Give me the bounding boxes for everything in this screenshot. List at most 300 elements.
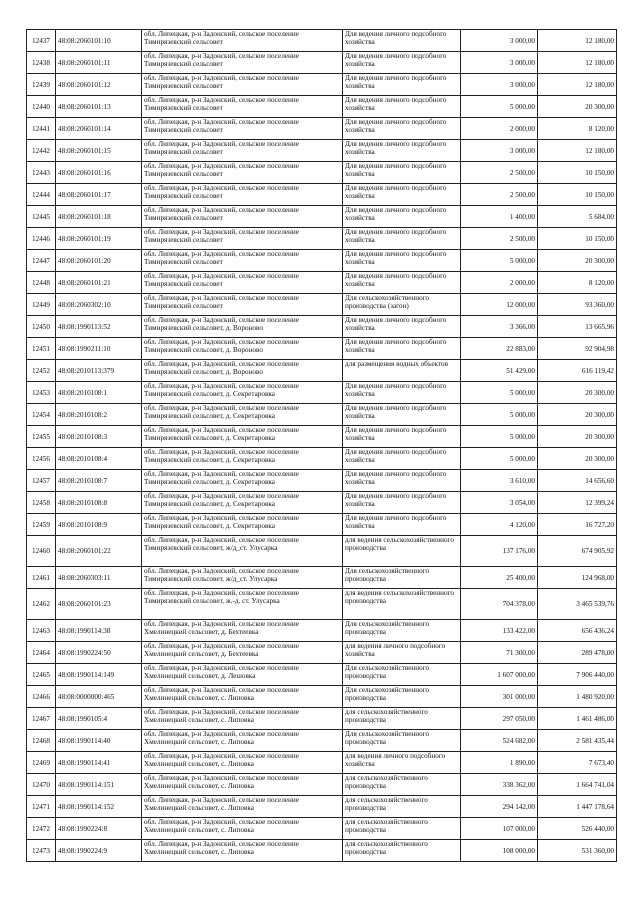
cadastral-number-cell	[56, 382, 142, 404]
table-row	[27, 620, 617, 642]
parcel-area-cell	[461, 184, 538, 206]
permitted-use: Для ведения личного подсобного хозяйства	[345, 74, 447, 90]
cadastral-value-cell	[538, 404, 617, 426]
row-number: 12437	[32, 36, 50, 45]
parcel-address-cell	[142, 162, 343, 184]
permitted-use: для сельскохозяйственного производства	[345, 840, 428, 856]
cadastral-number: 48:08:2060101:23	[58, 600, 111, 608]
parcel-area: 51 429,00	[506, 366, 535, 375]
parcel-address-cell	[142, 206, 343, 228]
cadastral-value-cell	[538, 294, 617, 316]
cadastral-number-cell	[56, 686, 142, 708]
permitted-use-cell	[343, 250, 461, 272]
cadastral-number: 48:08:2060302:10	[58, 300, 111, 309]
permitted-use: Для сельскохозяйственного производства	[345, 620, 430, 636]
table-row	[27, 184, 617, 206]
cadastral-value: 531 360,00	[581, 846, 614, 855]
table-row	[27, 492, 617, 514]
permitted-use: Для ведения личного подсобного хозяйства	[345, 316, 447, 332]
parcel-address-cell	[142, 382, 343, 404]
table-row	[27, 338, 617, 360]
row-number-cell	[27, 567, 56, 589]
permitted-use-cell	[343, 140, 461, 162]
parcel-address-cell	[142, 96, 343, 118]
row-number-cell	[27, 818, 56, 840]
parcel-area: 25 400,00	[506, 573, 535, 582]
cadastral-value-cell	[538, 730, 617, 752]
cadastral-number-cell	[56, 250, 142, 272]
cadastral-value-cell	[538, 426, 617, 448]
row-number-cell	[27, 52, 56, 74]
row-number-cell	[27, 752, 56, 774]
cadastral-number-cell	[56, 228, 142, 250]
table-row	[27, 840, 617, 862]
parcel-area: 133 422,00	[502, 626, 535, 635]
parcel-area-cell	[461, 338, 538, 360]
parcel-address-cell	[142, 30, 343, 52]
permitted-use: для сельскохозяйственного производства	[345, 796, 428, 812]
cadastral-number-cell	[56, 206, 142, 228]
cadastral-value-cell	[538, 52, 617, 74]
cadastral-number-cell	[56, 730, 142, 752]
permitted-use-cell	[343, 752, 461, 774]
row-number: 12450	[32, 322, 50, 331]
cadastral-value-cell	[538, 184, 617, 206]
row-number: 12459	[32, 520, 50, 529]
permitted-use-cell	[343, 30, 461, 52]
cadastral-value: 7 673,40	[588, 758, 614, 767]
permitted-use-cell	[343, 567, 461, 589]
parcel-address: обл. Липецкая, р-н Задонский, сельское поселение Тимирязевский сельсовет	[144, 74, 299, 90]
row-number-cell	[27, 492, 56, 514]
parcel-address-cell	[142, 118, 343, 140]
cadastral-number-cell	[56, 316, 142, 338]
row-number-cell	[27, 589, 56, 620]
cadastral-value-cell	[538, 118, 617, 140]
row-number-cell	[27, 536, 56, 567]
row-number-cell	[27, 642, 56, 664]
cadastral-number: 48:08:2060303:11	[58, 573, 111, 582]
cadastral-value: 93 360,00	[585, 300, 614, 309]
parcel-address: обл. Липецкая, р-н Задонский, сельское поселение Тимирязевский сельсовет, ж.-д. ст. Улусарка	[144, 589, 299, 605]
cadastral-number-cell	[56, 338, 142, 360]
row-number-cell	[27, 74, 56, 96]
parcel-address-cell	[142, 642, 343, 664]
row-number-cell	[27, 426, 56, 448]
parcel-address-cell	[142, 316, 343, 338]
cadastral-value: 20 300,00	[585, 454, 614, 463]
parcel-area-cell	[461, 642, 538, 664]
parcel-address-cell	[142, 492, 343, 514]
permitted-use: Для ведения личного подсобного хозяйства	[345, 382, 447, 398]
parcel-area: 3 610,00	[509, 476, 535, 485]
permitted-use: Для сельскохозяйственного производства	[345, 730, 430, 746]
parcel-area-cell	[461, 620, 538, 642]
cadastral-value: 92 904,98	[585, 344, 614, 353]
row-number: 12462	[32, 600, 50, 608]
parcel-area-cell	[461, 294, 538, 316]
parcel-address-cell	[142, 404, 343, 426]
permitted-use-cell	[343, 492, 461, 514]
permitted-use: для сельскохозяйственного производства	[345, 774, 428, 790]
cadastral-value: 10 150,00	[585, 190, 614, 199]
permitted-use: Для ведения личного подсобного хозяйства	[345, 118, 447, 134]
row-number: 12470	[32, 780, 50, 789]
parcel-area: 3 054,00	[509, 498, 535, 507]
table-row	[27, 730, 617, 752]
row-number: 12460	[32, 547, 50, 555]
table-row	[27, 250, 617, 272]
parcel-area-cell	[461, 52, 538, 74]
cadastral-number: 48:08:1990114:149	[58, 670, 115, 679]
row-number-cell	[27, 664, 56, 686]
cadastral-number: 48:08:2060101:14	[58, 124, 111, 133]
row-number: 12461	[32, 573, 50, 582]
cadastral-number: 48:08:2060101:22	[58, 547, 111, 555]
cadastral-value-cell	[538, 774, 617, 796]
cadastral-number: 48:08:1990224:50	[58, 648, 111, 657]
parcel-address: обл. Липецкая, р-н Задонский, сельское поселение Тимирязевский сельсовет	[144, 162, 299, 178]
parcel-area-cell	[461, 74, 538, 96]
cadastral-value: 12 180,00	[585, 36, 614, 45]
parcel-address-cell	[142, 620, 343, 642]
table-row	[27, 30, 617, 52]
cadastral-number: 48:08:1990224:8	[58, 824, 108, 833]
parcel-area-cell	[461, 360, 538, 382]
parcel-area-cell	[461, 96, 538, 118]
cadastral-value: 674 905,92	[581, 547, 614, 555]
row-number-cell	[27, 620, 56, 642]
permitted-use-cell	[343, 774, 461, 796]
cadastral-number-cell	[56, 52, 142, 74]
permitted-use: для сельскохозяйственного производства	[345, 708, 428, 724]
table-row	[27, 686, 617, 708]
permitted-use-cell	[343, 316, 461, 338]
row-number: 12463	[32, 626, 50, 635]
cadastral-number-cell	[56, 140, 142, 162]
permitted-use: для ведения личного подсобного хозяйства	[345, 752, 446, 768]
cadastral-value-cell	[538, 567, 617, 589]
parcel-area: 1 890,00	[509, 758, 535, 767]
row-number: 12441	[32, 124, 50, 133]
cadastral-number: 48:08:2060101:10	[58, 36, 111, 45]
cadastral-value-cell	[538, 589, 617, 620]
row-number: 12438	[32, 58, 50, 67]
permitted-use-cell	[343, 272, 461, 294]
parcel-area: 704 378,00	[502, 600, 535, 608]
permitted-use-cell	[343, 360, 461, 382]
permitted-use-cell	[343, 514, 461, 536]
row-number-cell	[27, 294, 56, 316]
cadastral-number-cell	[56, 294, 142, 316]
parcel-address-cell	[142, 250, 343, 272]
table-row	[27, 567, 617, 589]
permitted-use: Для ведения личного подсобного хозяйства	[345, 52, 447, 68]
row-number: 12464	[32, 648, 50, 657]
cadastral-value: 7 906 440,00	[576, 670, 614, 679]
cadastral-number-cell	[56, 426, 142, 448]
cadastral-value: 2 581 435,44	[576, 736, 614, 745]
table-row	[27, 664, 617, 686]
permitted-use-cell	[343, 642, 461, 664]
cadastral-value: 10 150,00	[585, 234, 614, 243]
cadastral-number: 48:08:2010113:379	[58, 366, 115, 375]
cadastral-number-cell	[56, 118, 142, 140]
parcel-address: обл. Липецкая, р-н Задонский, сельское поселение Хмелинецкий сельсовет, с. Липовка	[144, 686, 299, 702]
row-number-cell	[27, 140, 56, 162]
parcel-address-cell	[142, 426, 343, 448]
row-number-cell	[27, 708, 56, 730]
cadastral-value-cell	[538, 620, 617, 642]
parcel-area: 2 500,00	[509, 168, 535, 177]
permitted-use-cell	[343, 294, 461, 316]
cadastral-number: 48:08:2060101:18	[58, 212, 111, 221]
parcel-area: 297 050,00	[502, 714, 535, 723]
permitted-use-cell	[343, 96, 461, 118]
cadastral-value: 5 684,00	[588, 212, 614, 221]
cadastral-number: 48:08:1990114:152	[58, 802, 115, 811]
table-row	[27, 162, 617, 184]
permitted-use-cell	[343, 730, 461, 752]
parcel-address-cell	[142, 664, 343, 686]
cadastral-number: 48:08:2060101:13	[58, 102, 111, 111]
parcel-area-cell	[461, 206, 538, 228]
row-number-cell	[27, 206, 56, 228]
permitted-use-cell	[343, 686, 461, 708]
cadastral-value: 124 968,00	[581, 573, 614, 582]
row-number-cell	[27, 470, 56, 492]
cadastral-number-cell	[56, 796, 142, 818]
cadastral-number: 48:08:2010108:4	[58, 454, 108, 463]
parcel-address-cell	[142, 774, 343, 796]
permitted-use: Для ведения личного подсобного хозяйства	[345, 404, 447, 420]
parcel-area: 1 607 000,00	[497, 670, 535, 679]
row-number: 12452	[32, 366, 50, 375]
parcel-area: 108 000,00	[502, 846, 535, 855]
cadastral-value: 20 300,00	[585, 432, 614, 441]
cadastral-value: 12 180,00	[585, 58, 614, 67]
cadastral-number: 48:08:1990211:10	[58, 344, 111, 353]
parcel-address: обл. Липецкая, р-н Задонский, сельское поселение Тимирязевский сельсовет, д. Секретаровка	[144, 514, 299, 530]
parcel-address: обл. Липецкая, р-н Задонский, сельское поселение Тимирязевский сельсовет	[144, 96, 299, 112]
cadastral-number: 48:08:1990224:9	[58, 846, 108, 855]
row-number-cell	[27, 272, 56, 294]
row-number: 12453	[32, 388, 50, 397]
parcel-area: 107 000,00	[502, 824, 535, 833]
permitted-use: Для сельскохозяйственного производства	[345, 686, 430, 702]
row-number: 12473	[32, 846, 50, 855]
cadastral-value: 20 300,00	[585, 410, 614, 419]
permitted-use: Для ведения личного подсобного хозяйства	[345, 338, 447, 354]
cadastral-value: 14 656,60	[585, 476, 614, 485]
cadastral-number-cell	[56, 840, 142, 862]
parcel-address: обл. Липецкая, р-н Задонский, сельское поселение Хмелинецкий сельсовет, с. Липовка	[144, 752, 299, 768]
parcel-address: обл. Липецкая, р-н Задонский, сельское поселение Тимирязевский сельсовет, д. Вороново	[144, 338, 299, 354]
parcel-address: обл. Липецкая, р-н Задонский, сельское поселение Тимирязевский сельсовет	[144, 228, 299, 244]
cadastral-number: 48:08:2010108:2	[58, 410, 108, 419]
cadastral-value-cell	[538, 206, 617, 228]
table-row	[27, 818, 617, 840]
parcel-address: обл. Липецкая, р-н Задонский, сельское поселение Хмелинецкий сельсовет, с. Липовка	[144, 840, 299, 856]
cadastral-number: 48:08:0000000:465	[58, 692, 115, 701]
table-row	[27, 272, 617, 294]
parcel-area-cell	[461, 752, 538, 774]
parcel-address: обл. Липецкая, р-н Задонский, сельское поселение Тимирязевский сельсовет, ж/д_ст. Улусарка	[144, 567, 299, 583]
parcel-area: 22 883,00	[506, 344, 535, 353]
cadastral-value: 16 727,20	[585, 520, 614, 529]
parcel-area-cell	[461, 250, 538, 272]
parcel-area-cell	[461, 774, 538, 796]
parcel-area: 3 000,00	[509, 58, 535, 67]
row-number-cell	[27, 162, 56, 184]
permitted-use-cell	[343, 708, 461, 730]
row-number: 12454	[32, 410, 50, 419]
row-number: 12456	[32, 454, 50, 463]
parcel-area: 5 000,00	[509, 454, 535, 463]
row-number: 12466	[32, 692, 50, 701]
cadastral-value-cell	[538, 228, 617, 250]
parcel-address-cell	[142, 228, 343, 250]
cadastral-number-cell	[56, 589, 142, 620]
cadastral-value: 8 120,00	[588, 278, 614, 287]
parcel-address-cell	[142, 470, 343, 492]
permitted-use-cell	[343, 536, 461, 567]
table-row	[27, 642, 617, 664]
parcel-address: обл. Липецкая, р-н Задонский, сельское поселение Хмелинецкий сельсовет, с. Липовка	[144, 774, 299, 790]
cadastral-value-cell	[538, 664, 617, 686]
row-number: 12458	[32, 498, 50, 507]
row-number-cell	[27, 360, 56, 382]
cadastral-value: 13 665,96	[585, 322, 614, 331]
parcel-area-cell	[461, 470, 538, 492]
row-number-cell	[27, 250, 56, 272]
cadastral-value-cell	[538, 708, 617, 730]
cadastral-number: 48:08:1990105:4	[58, 714, 108, 723]
parcel-address-cell	[142, 74, 343, 96]
parcel-area: 5 000,00	[509, 388, 535, 397]
permitted-use-cell	[343, 74, 461, 96]
cadastral-number: 48:08:1990114:40	[58, 736, 111, 745]
cadastral-number: 48:08:2060101:19	[58, 234, 111, 243]
parcel-address: обл. Липецкая, р-н Задонский, сельское поселение Тимирязевский сельсовет	[144, 184, 299, 200]
parcel-area-cell	[461, 514, 538, 536]
cadastral-number-cell	[56, 620, 142, 642]
permitted-use-cell	[343, 818, 461, 840]
parcel-area: 5 000,00	[509, 256, 535, 265]
permitted-use: Для ведения личного подсобного хозяйства	[345, 184, 447, 200]
parcel-address: обл. Липецкая, р-н Задонский, сельское поселение Тимирязевский сельсовет	[144, 140, 299, 156]
cadastral-number: 48:08:2010108:8	[58, 498, 108, 507]
parcel-area: 5 000,00	[509, 410, 535, 419]
cadastral-number-cell	[56, 162, 142, 184]
parcel-address: обл. Липецкая, р-н Задонский, сельское поселение Хмелинецкий сельсовет, д. Бехтеевка	[144, 642, 299, 658]
parcel-address: обл. Липецкая, р-н Задонский, сельское поселение Тимирязевский сельсовет, д. Вороново	[144, 316, 299, 332]
row-number-cell	[27, 30, 56, 52]
parcel-address-cell	[142, 730, 343, 752]
parcel-area-cell	[461, 536, 538, 567]
table-row	[27, 470, 617, 492]
cadastral-value: 526 440,00	[581, 824, 614, 833]
permitted-use: Для ведения личного подсобного хозяйства	[345, 492, 447, 508]
parcel-area: 4 120,00	[509, 520, 535, 529]
row-number-cell	[27, 404, 56, 426]
cadastral-value-cell	[538, 316, 617, 338]
parcel-area-cell	[461, 118, 538, 140]
cadastral-value: 1 664 741,04	[576, 780, 614, 789]
parcel-area: 338 362,00	[502, 780, 535, 789]
parcel-address-cell	[142, 567, 343, 589]
row-number: 12439	[32, 80, 50, 89]
permitted-use-cell	[343, 426, 461, 448]
permitted-use-cell	[343, 338, 461, 360]
cadastral-number-cell	[56, 536, 142, 567]
parcel-area: 2 000,00	[509, 124, 535, 133]
permitted-use-cell	[343, 796, 461, 818]
permitted-use: для сельскохозяйственного производства	[345, 818, 428, 834]
table-body	[27, 30, 617, 862]
parcel-area-cell	[461, 664, 538, 686]
row-number-cell	[27, 448, 56, 470]
cadastral-value-cell	[538, 338, 617, 360]
permitted-use: Для ведения личного подсобного хозяйства	[345, 272, 447, 288]
permitted-use: Для ведения личного подсобного хозяйства	[345, 30, 447, 46]
permitted-use: для ведения сельскохозяйственного производства	[345, 536, 454, 552]
permitted-use-cell	[343, 470, 461, 492]
cadastral-value-cell	[538, 796, 617, 818]
row-number-cell	[27, 796, 56, 818]
parcel-area: 301 000,00	[502, 692, 535, 701]
permitted-use: Для ведения личного подсобного хозяйства	[345, 228, 447, 244]
row-number-cell	[27, 730, 56, 752]
permitted-use-cell	[343, 52, 461, 74]
cadastral-number-cell	[56, 567, 142, 589]
parcel-area: 3 000,00	[509, 36, 535, 45]
parcel-address: обл. Липецкая, р-н Задонский, сельское поселение Хмелинецкий сельсовет, с. Липовка	[144, 730, 299, 746]
parcel-address-cell	[142, 448, 343, 470]
cadastral-number: 48:08:1990113:52	[58, 322, 111, 331]
row-number-cell	[27, 316, 56, 338]
row-number: 12446	[32, 234, 50, 243]
cadastral-value-cell	[538, 30, 617, 52]
permitted-use: Для ведения личного подсобного хозяйства	[345, 140, 447, 156]
parcel-area-cell	[461, 686, 538, 708]
row-number: 12455	[32, 432, 50, 441]
permitted-use: для ведения личного подсобного хозяйства	[345, 642, 446, 658]
cadastral-number-cell	[56, 404, 142, 426]
permitted-use: Для ведения личного подсобного хозяйства	[345, 206, 447, 222]
parcel-area: 2 500,00	[509, 234, 535, 243]
row-number: 12442	[32, 146, 50, 155]
permitted-use-cell	[343, 382, 461, 404]
table-row	[27, 96, 617, 118]
cadastral-value-cell	[538, 250, 617, 272]
row-number: 12451	[32, 344, 50, 353]
parcel-address: обл. Липецкая, р-н Задонский, сельское поселение Хмелинецкий сельсовет, с. Липовка	[144, 796, 299, 812]
parcel-address-cell	[142, 360, 343, 382]
cadastral-number-cell	[56, 708, 142, 730]
cadastral-number: 48:08:2060101:15	[58, 146, 111, 155]
permitted-use-cell	[343, 589, 461, 620]
parcel-area-cell	[461, 30, 538, 52]
parcel-address-cell	[142, 796, 343, 818]
row-number-cell	[27, 338, 56, 360]
parcel-area: 1 400,00	[509, 212, 535, 221]
cadastral-number-cell	[56, 664, 142, 686]
row-number-cell	[27, 184, 56, 206]
table-row	[27, 360, 617, 382]
table-row	[27, 796, 617, 818]
cadastral-value-cell	[538, 470, 617, 492]
